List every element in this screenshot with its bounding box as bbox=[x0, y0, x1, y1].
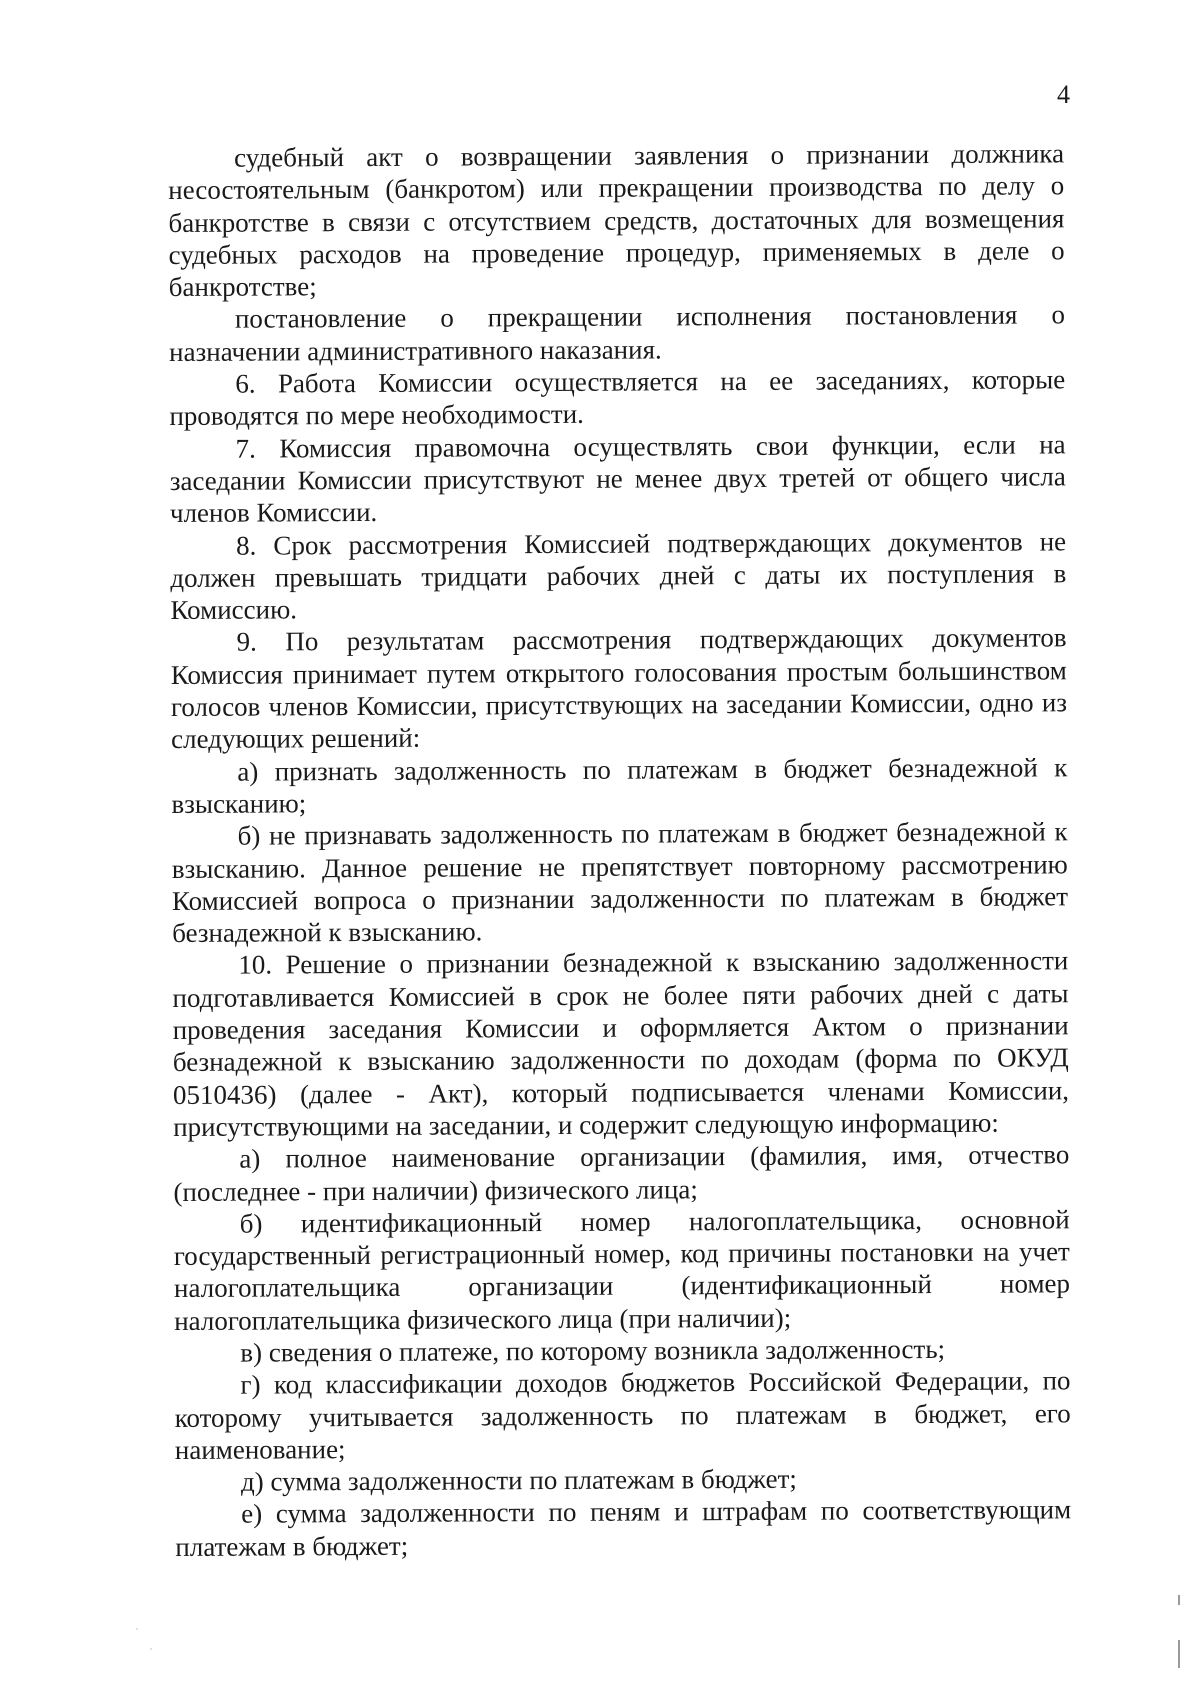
clause-10: 10. Решение о признании безнадежной к взысканию задолженности подготавливается Комиссией в срок не более пяти рабочих дней с даты проведения заседания Комиссии и оформляется Актом о признании безнадежной к взысканию задолженности по доходам (форма по ОКУД 0510436) (далее - Акт), который подписывается членами Комиссии, присутствующими на заседании, и содержит следующую информацию: bbox=[172, 945, 1070, 1142]
clause-10-item-b: б) идентификационный номер налогоплательщика, основной государственный регистрационный номер, код причины постановки на учет налогоплательщика организации (идентификационный номер налогоплательщика физического лица (при наличии); bbox=[173, 1204, 1071, 1336]
clause-9: 9. По результатам рассмотрения подтверждающих документов Комиссия принимает путем открытого голосования простым большинством голосов членов Комиссии, присутствующих на заседании Комиссии, одно из следующих решений: bbox=[170, 622, 1068, 755]
clause-6: 6. Работа Комиссии осуществляется на ее заседаниях, которые проводятся по мере необходимости. bbox=[169, 364, 1066, 432]
scan-edge-mark bbox=[1178, 1595, 1180, 1605]
clause-10-item-d: д) сумма задолженности по платежам в бюджет; bbox=[240, 1463, 797, 1497]
page-number: 4 bbox=[1057, 80, 1070, 109]
clause-8: 8. Срок рассмотрения Комиссией подтверждающих документов не должен превышать тридцати рабочих дней с даты их поступления в Комиссию. bbox=[170, 525, 1067, 626]
clause-7: 7. Комиссия правомочна осуществлять свои функции, если на заседании Комиссии присутствуют не менее двух третей от общего числа членов Комиссии. bbox=[169, 428, 1066, 529]
clause-10-item-g: г) код классификации доходов бюджетов Российской Федерации, по которому учитывается задолженность по платежам в бюджет, его наименование; bbox=[174, 1365, 1071, 1465]
document-body bbox=[168, 137, 1071, 1563]
scan-edge-mark bbox=[1178, 1640, 1180, 1668]
clause-10-item-v: в) сведения о платеже, по которому возникла задолженность; bbox=[240, 1333, 946, 1368]
paragraph-court-act: судебный акт о возвращении заявления о признании должника несостоятельным (банкротом) или прекращении производства по делу о банкротстве в связи с отсутствием средств, достаточных для возмещения судебных расходов на проведение процедур, применяемых в деле о банкротстве; bbox=[168, 138, 1065, 303]
scan-speck bbox=[136, 1628, 138, 1630]
clause-10-item-e: е) сумма задолженности по пеням и штрафам по соответствующим платежам в бюджет; bbox=[175, 1494, 1072, 1562]
paragraph-termination-resolution: постановление о прекращении исполнения постановления о назначении административного наказания. bbox=[169, 299, 1065, 367]
clause-10-item-a: а) полное наименование организации (фамилия, имя, отчество (последнее - при наличии) физического лица; bbox=[173, 1139, 1070, 1207]
clause-9-item-b: б) не признавать задолженность по платежам в бюджет безнадежной к взысканию. Данное решение не препятствует повторному рассмотрению Комиссией вопроса о признании задолженности по платежам в бюджет безнадежной к взысканию. bbox=[171, 816, 1069, 949]
scan-speck bbox=[150, 1648, 152, 1650]
clause-9-item-a: а) признать задолженность по платежам в бюджет безнадежной к взысканию; bbox=[171, 751, 1068, 819]
